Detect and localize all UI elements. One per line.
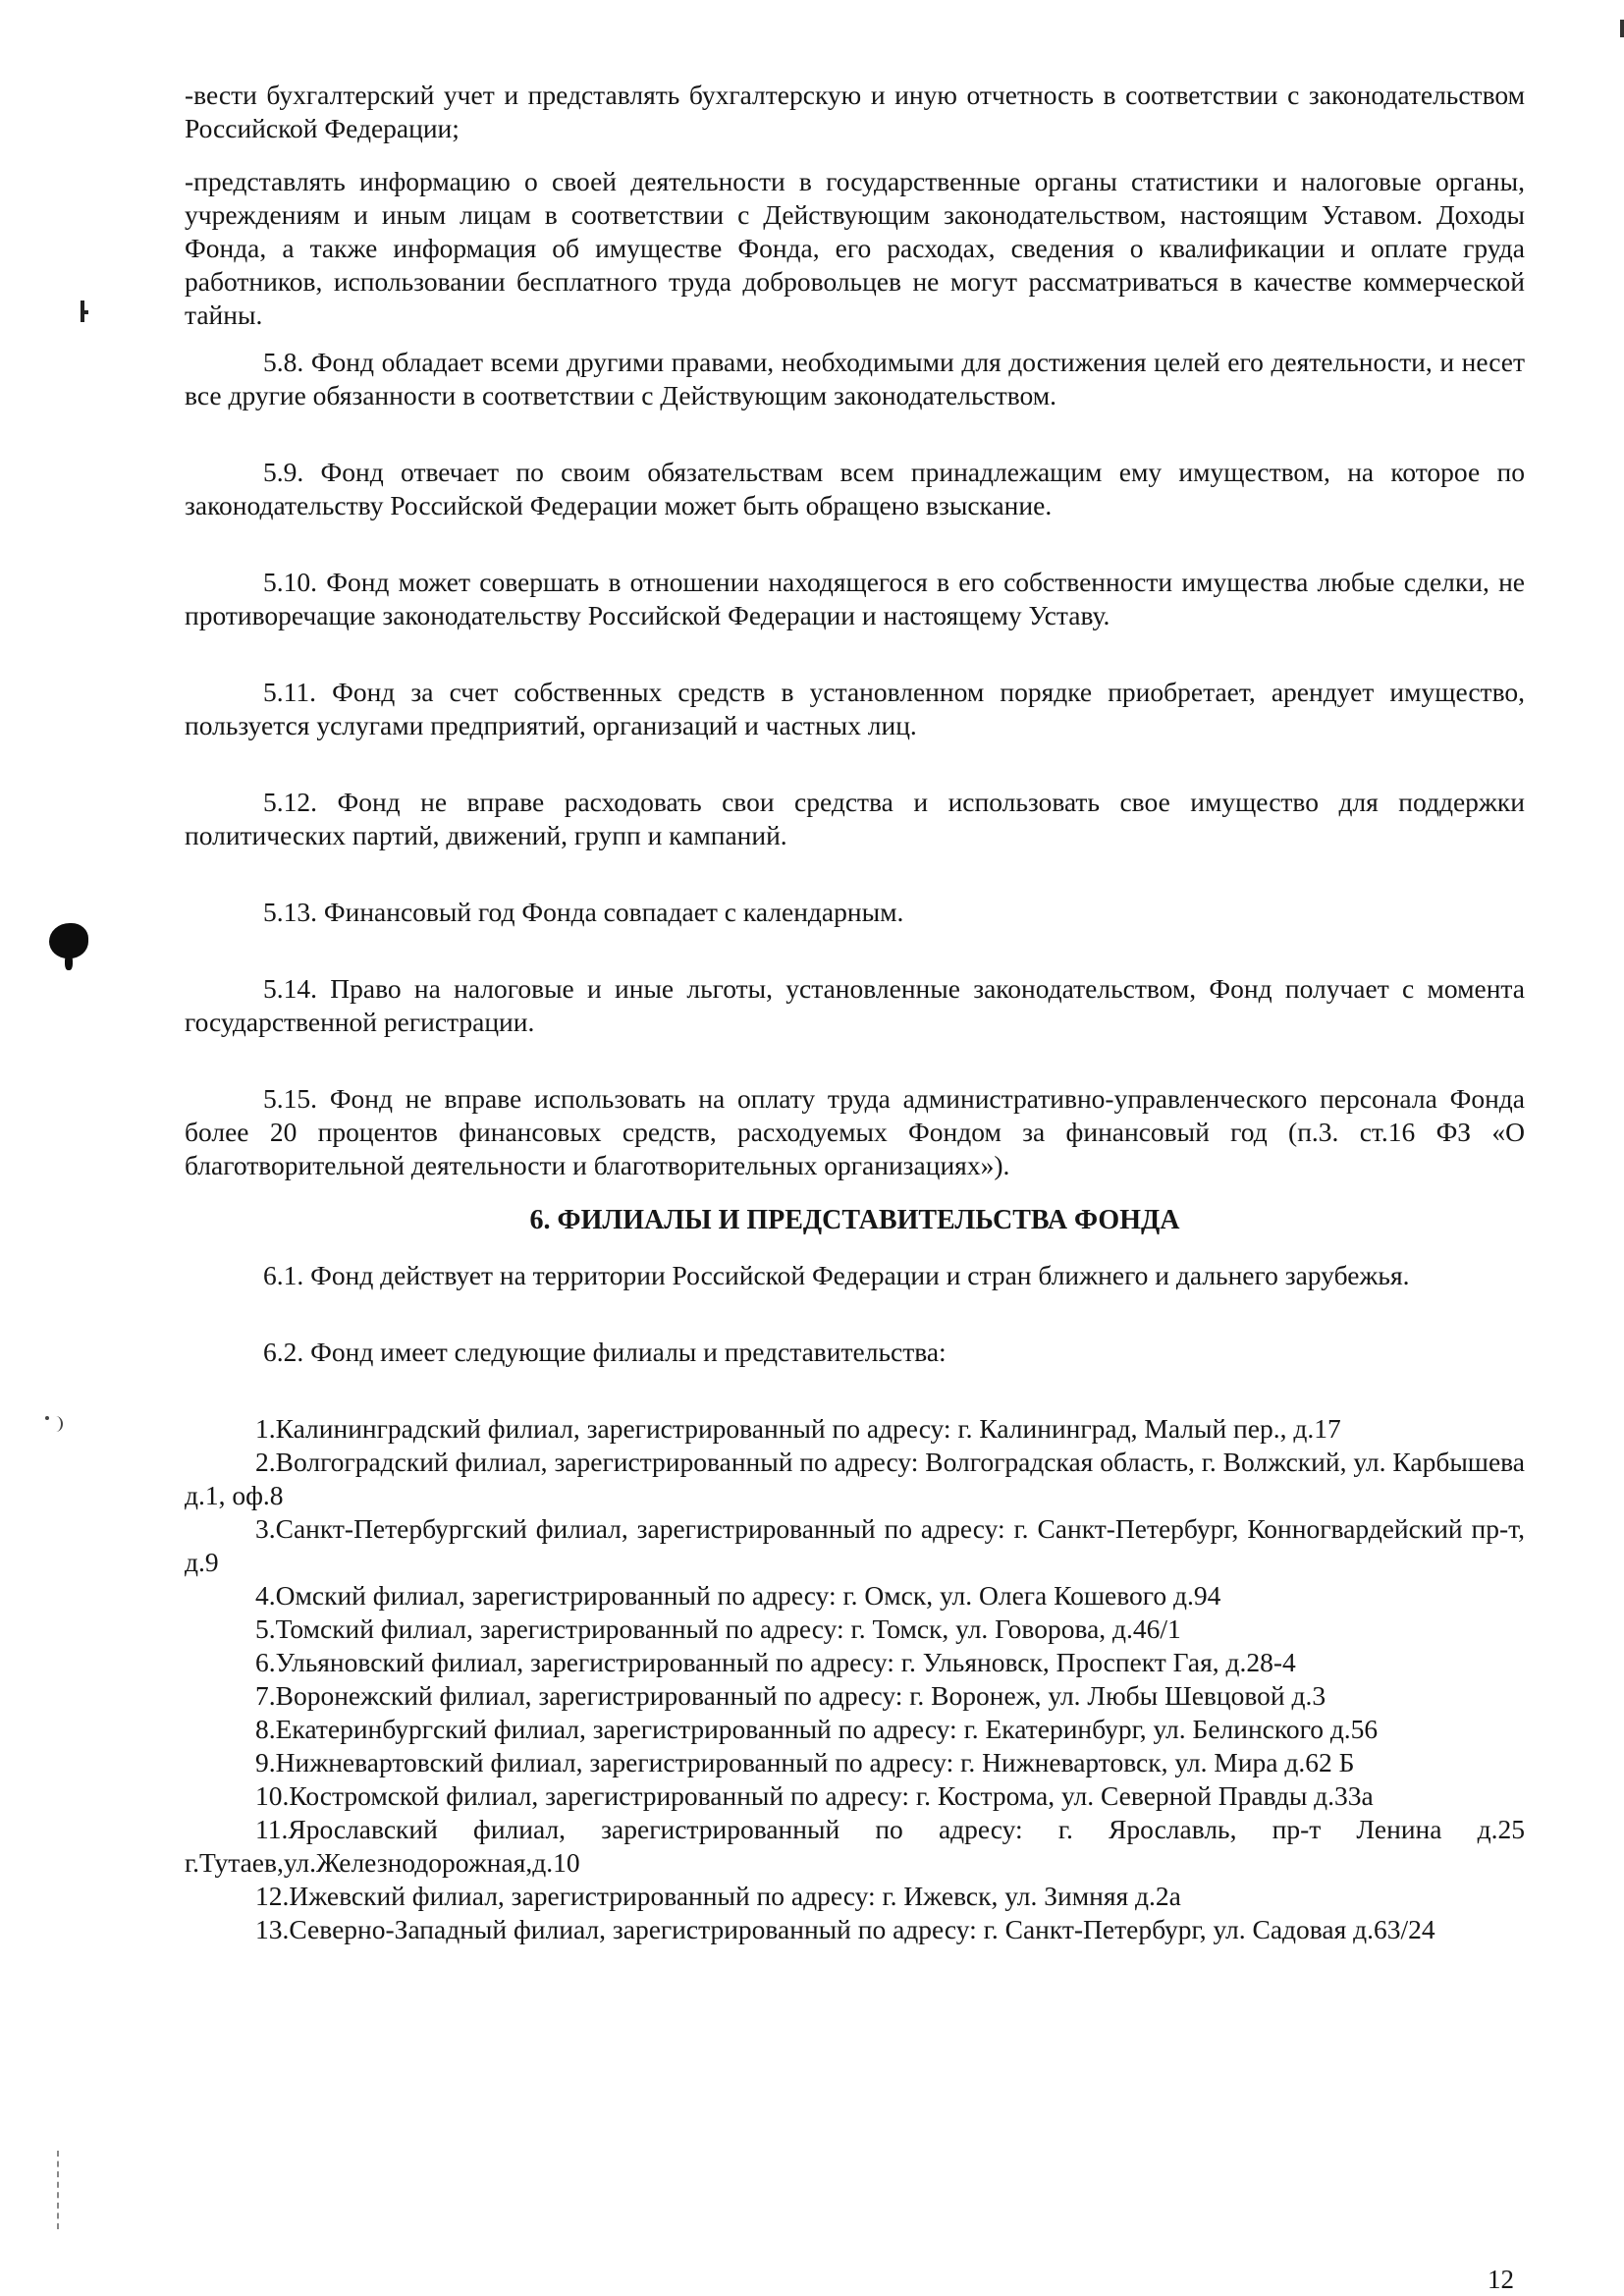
list-item: 10.Костромской филиал, зарегистрированный по адресу: г. Кострома, ул. Северной Правды д.33а [255, 1780, 1374, 1811]
list-item: 11.Ярославский филиал, зарегистрированный по адресу: г. Ярославль, пр-т Ленина д.25 г.Тутаев,ул.Железнодорожная,д.10 [185, 1814, 1525, 1878]
list-item: 13.Северно-Западный филиал, зарегистрированный по адресу: г. Санкт-Петербург, ул. Садовая д.63/24 [255, 1914, 1435, 1944]
scan-margin-mark [49, 1416, 63, 1432]
list-item: 7.Воронежский филиал, зарегистрированный по адресу: г. Воронеж, ул. Любы Шевцовой д.3 [255, 1680, 1326, 1711]
clause-5-10: 5.10. Фонд может совершать в отношении находящегося в его собственности имущества любые сделки, не противоречащие законодательству Российской Федерации и настоящему Уставу. [185, 567, 1525, 630]
clause-5-12: 5.12. Фонд не вправе расходовать свои средства и использовать свое имущество для поддержки политических партий, движений, групп и кампаний. [185, 787, 1525, 850]
list-item: 1.Калининградский филиал, зарегистрированный по адресу: г. Калининград, Малый пер., д.17 [255, 1413, 1341, 1444]
clause-6-2: 6.2. Фонд имеет следующие филиалы и представительства: [263, 1337, 947, 1367]
clause-5-8: 5.8. Фонд обладает всеми другими правами, необходимыми для достижения целей его деятельности, и несет все другие обязанности в соответствии с Действующим законодательством. [185, 347, 1525, 410]
clause-5-11: 5.11. Фонд за счет собственных средств в установленном порядке приобретает, арендует имущество, пользуется услугами предприятий, организаций и частных лиц. [185, 677, 1525, 740]
list-item: 9.Нижневартовский филиал, зарегистрированный по адресу: г. Нижневартовск, ул. Мира д.62 Б [255, 1747, 1355, 1777]
clause-5-14: 5.14. Право на налоговые и иные льготы, установленные законодательством, Фонд получает с момента государственной регистрации. [185, 973, 1525, 1037]
scan-edge-mark [1620, 20, 1624, 37]
clause-6-1: 6.1. Фонд действует на территории Российской Федерации и стран ближнего и дальнего зарубежья. [263, 1260, 1410, 1290]
clause-5-15: 5.15. Фонд не вправе использовать на оплату труда административно-управленческого персонала Фонда более 20 процентов финансовых средств, расходуемых Фондом за финансовый год (п.3. ст.16 ФЗ «О благотворительной деятельности и благотворительных организациях»). [185, 1083, 1525, 1180]
scan-margin-mark [81, 310, 88, 314]
page-number: 12 [1488, 2265, 1514, 2294]
clause-5-13: 5.13. Финансовый год Фонда совпадает с календарным. [263, 897, 904, 927]
paragraph: -представлять информацию о своей деятельности в государственные органы статистики и налоговые органы, учреждениям и иным лицам в соответствии с Действующим законодательством, настоящим Уставом. Доходы Фонда, а также информация об имуществе Фонда, его расходах, сведения о квалификации и оплате груда работников, использовании бесплатного труда добровольцев не могут рассматриваться в качестве коммерческой тайны. [185, 166, 1525, 330]
ink-blot [49, 923, 88, 958]
paragraph: -вести бухгалтерский учет и представлять бухгалтерскую и иную отчетность в соответствии с законодательством Российской Федерации; [185, 80, 1525, 143]
list-item: 8.Екатеринбургский филиал, зарегистрированный по адресу: г. Екатеринбург, ул. Белинского д.56 [255, 1714, 1379, 1744]
scan-margin-mark [45, 1416, 49, 1420]
list-item: 12.Ижевский филиал, зарегистрированный по адресу: г. Ижевск, ул. Зимняя д.2а [255, 1881, 1181, 1911]
list-item: 5.Томский филиал, зарегистрированный по адресу: г. Томск, ул. Говорова, д.46/1 [255, 1613, 1181, 1644]
scan-margin-mark [57, 2151, 59, 2229]
list-item: 3.Санкт-Петербургский филиал, зарегистрированный по адресу: г. Санкт-Петербург, Конногвардейский пр-т, д.9 [185, 1513, 1525, 1577]
document-body [185, 79, 1525, 1946]
list-item: 4.Омский филиал, зарегистрированный по адресу: г. Омск, ул. Олега Кошевого д.94 [255, 1580, 1221, 1611]
ink-blot [65, 955, 73, 970]
branch-list [185, 1412, 1525, 1946]
clause-5-9: 5.9. Фонд отвечает по своим обязательствам всем принадлежащим ему имуществом, на которое по законодательству Российской Федерации может быть обращено взыскание. [185, 457, 1525, 520]
list-item: 6.Ульяновский филиал, зарегистрированный по адресу: г. Ульяновск, Проспект Гая, д.28-4 [255, 1647, 1296, 1677]
list-item: 2.Волгоградский филиал, зарегистрированный по адресу: Волгоградская область, г. Волжский, ул. Карбышева д.1, оф.8 [185, 1447, 1525, 1510]
section-heading: 6. ФИЛИАЛЫ И ПРЕДСТАВИТЕЛЬСТВА ФОНДА [529, 1205, 1180, 1235]
